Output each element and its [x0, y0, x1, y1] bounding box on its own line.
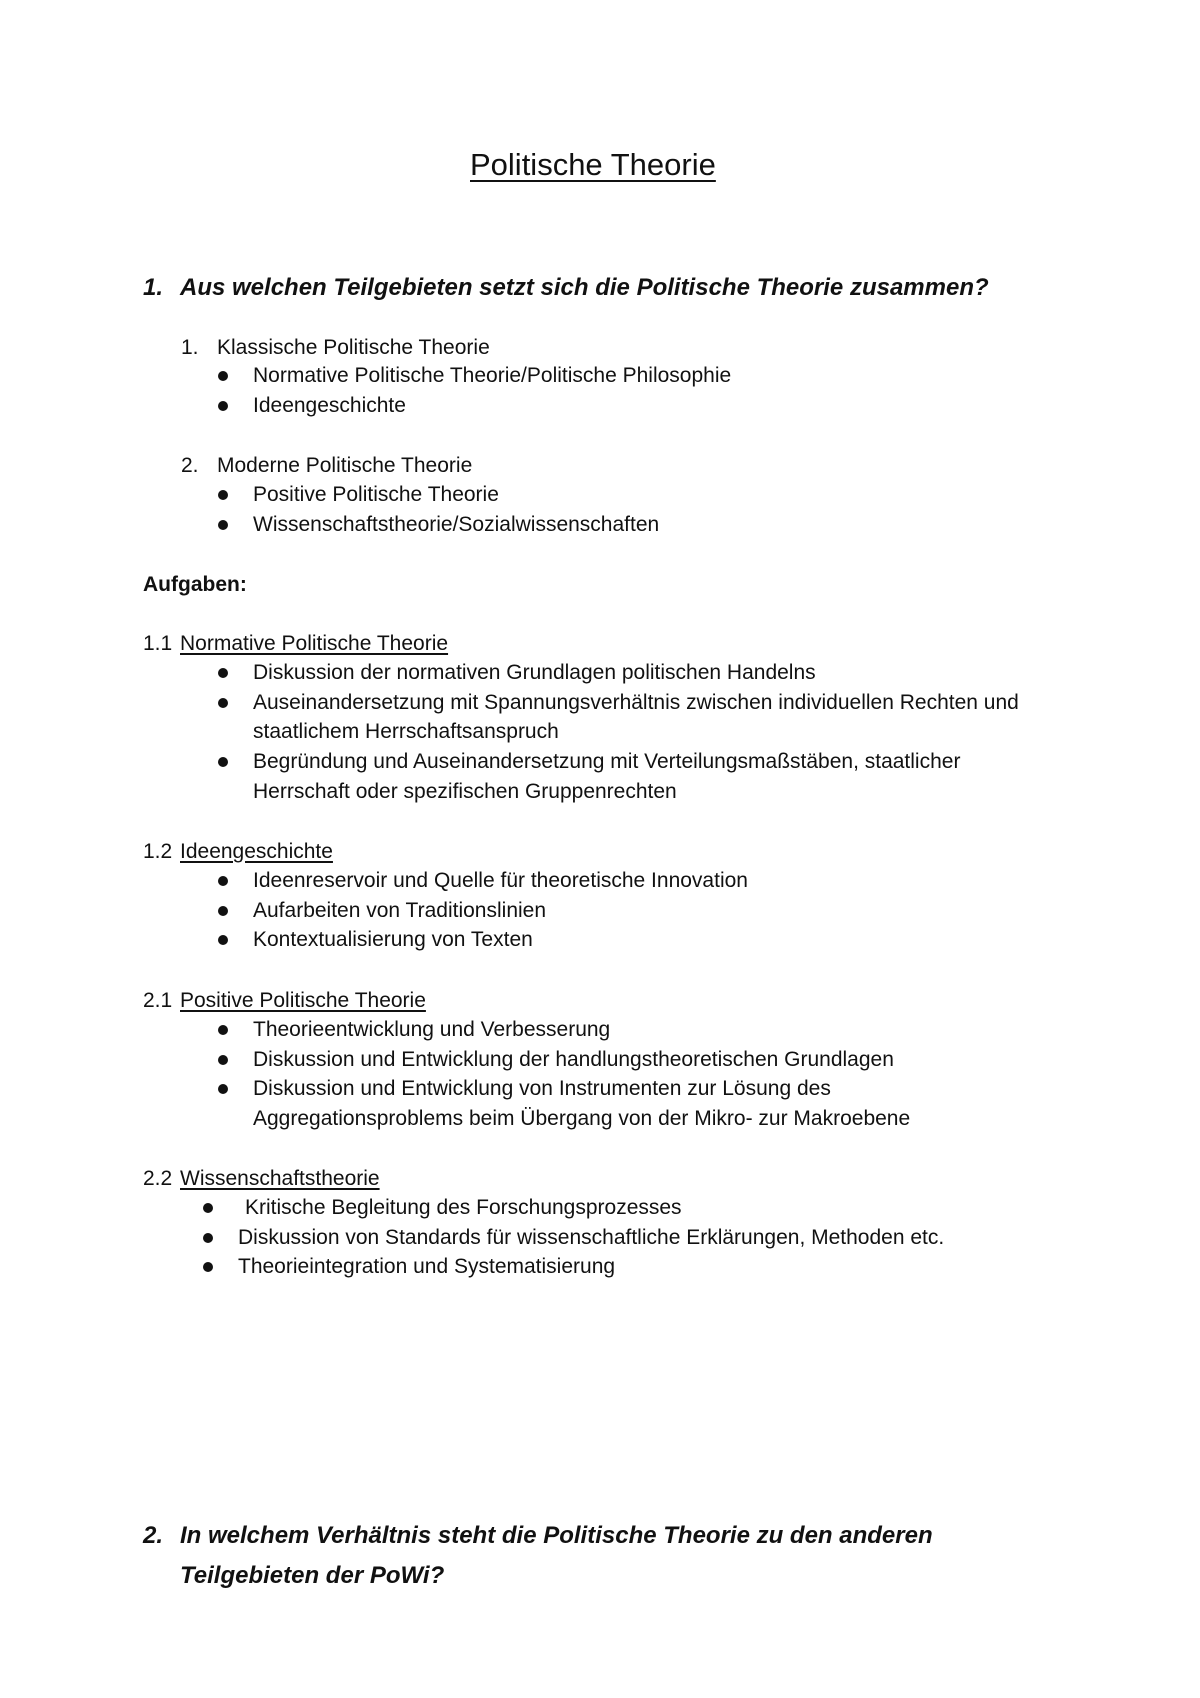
- tasks-heading: Aufgaben:: [143, 573, 247, 596]
- bullet-icon: [218, 906, 228, 916]
- part-2-bullet: Wissenschaftstheorie/Sozialwissenschaften: [253, 513, 660, 536]
- part-1-bullet: Ideengeschichte: [253, 394, 406, 417]
- part-1-title: Klassische Politische Theorie: [217, 336, 490, 359]
- bullet-icon: [218, 876, 228, 886]
- part-2-number: 2.: [181, 454, 199, 477]
- bullet-icon: [218, 935, 228, 945]
- bullet-icon: [203, 1233, 213, 1243]
- section-bullet: Ideenreservoir und Quelle für theoretische Innovation: [253, 869, 748, 892]
- section-bullet: Auseinandersetzung mit Spannungsverhältnis zwischen individuellen Rechten und: [253, 691, 1019, 714]
- part-2-title: Moderne Politische Theorie: [217, 454, 473, 477]
- section-number: 1.2: [143, 840, 173, 863]
- part-2-bullet: Positive Politische Theorie: [253, 483, 499, 506]
- section-number: 2.2: [143, 1167, 173, 1190]
- section-bullet: Aufarbeiten von Traditionslinien: [253, 899, 547, 922]
- page-title: Politische Theorie: [470, 147, 716, 182]
- question-1-text: Aus welchen Teilgebieten setzt sich die Politische Theorie zusammen?: [180, 274, 989, 301]
- question-2-text-continuation: Teilgebieten der PoWi?: [180, 1562, 445, 1589]
- section-bullet: Theorieentwicklung und Verbesserung: [253, 1018, 611, 1041]
- section-title: Wissenschaftstheorie: [180, 1167, 380, 1190]
- section-number: 2.1: [143, 989, 173, 1012]
- bullet-icon: [218, 1055, 228, 1065]
- section-bullet: Begründung und Auseinandersetzung mit Verteilungsmaßstäben, staatlicher: [253, 750, 961, 773]
- section-bullet: Kontextualisierung von Texten: [253, 928, 533, 951]
- question-2-number: 2.: [143, 1522, 164, 1549]
- section-title: Normative Politische Theorie: [180, 632, 449, 655]
- bullet-icon: [203, 1203, 213, 1213]
- bullet-icon: [218, 520, 228, 530]
- section-title: Positive Politische Theorie: [180, 989, 426, 1012]
- bullet-icon: [218, 668, 228, 678]
- section-number: 1.1: [143, 632, 173, 655]
- bullet-icon: [218, 1025, 228, 1035]
- part-1-number: 1.: [181, 336, 199, 359]
- section-bullet: Diskussion von Standards für wissenschaftliche Erklärungen, Methoden etc.: [238, 1226, 945, 1249]
- question-2-text: In welchem Verhältnis steht die Politische Theorie zu den anderen: [180, 1522, 933, 1549]
- part-1-bullet: Normative Politische Theorie/Politische Philosophie: [253, 364, 732, 387]
- section-bullet: Theorieintegration und Systematisierung: [238, 1255, 616, 1278]
- bullet-icon: [218, 490, 228, 500]
- section-bullet-continuation: Herrschaft oder spezifischen Gruppenrechten: [253, 780, 677, 803]
- bullet-icon: [218, 698, 228, 708]
- section-bullet: Kritische Begleitung des Forschungsprozesses: [245, 1196, 682, 1219]
- section-bullet: Diskussion und Entwicklung der handlungstheoretischen Grundlagen: [253, 1048, 894, 1071]
- bullet-icon: [218, 757, 228, 767]
- question-1-number: 1.: [143, 274, 164, 301]
- bullet-icon: [218, 1084, 228, 1094]
- section-bullet: Diskussion der normativen Grundlagen politischen Handelns: [253, 661, 816, 684]
- bullet-icon: [218, 371, 228, 381]
- bullet-icon: [203, 1262, 213, 1272]
- section-bullet-continuation: Aggregationsproblems beim Übergang von der Mikro- zur Makroebene: [253, 1107, 911, 1130]
- section-bullet: Diskussion und Entwicklung von Instrumenten zur Lösung des: [253, 1077, 831, 1100]
- section-title: Ideengeschichte: [180, 840, 333, 863]
- bullet-icon: [218, 401, 228, 411]
- section-bullet-continuation: staatlichem Herrschaftsanspruch: [253, 720, 559, 743]
